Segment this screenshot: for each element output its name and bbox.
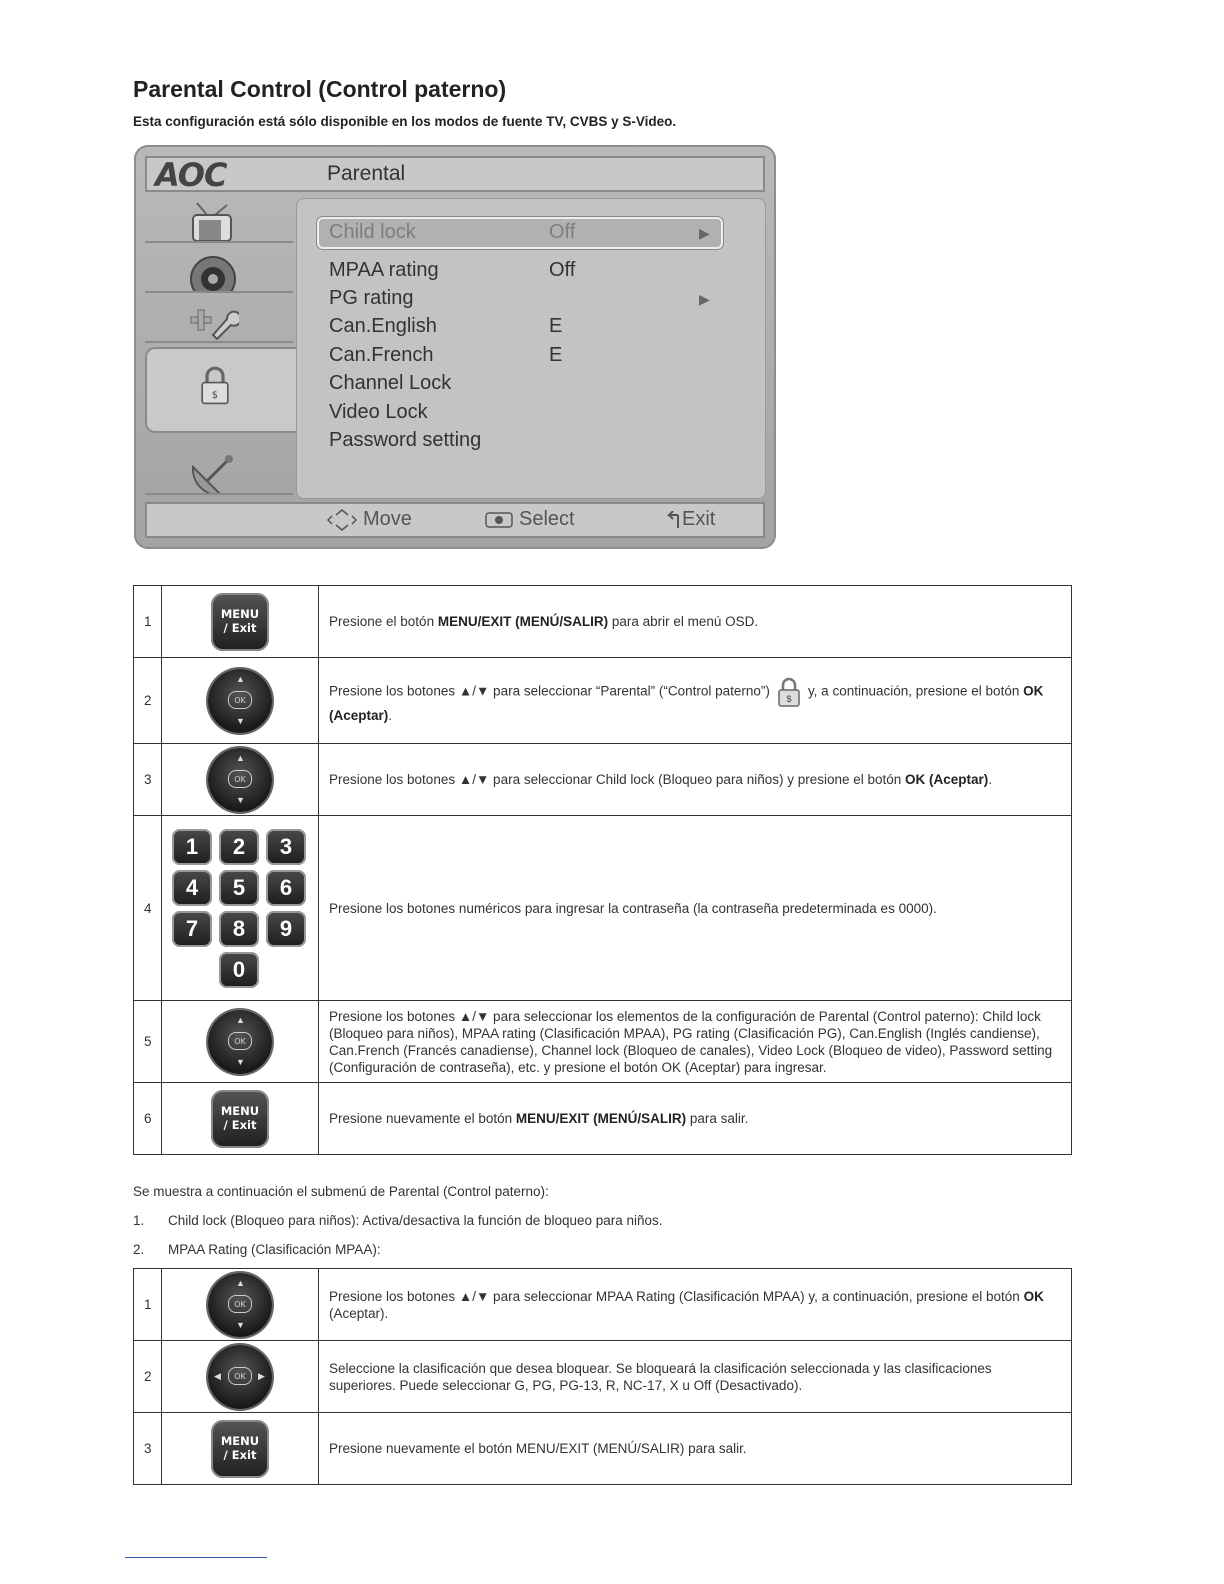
table-row <box>134 1269 1072 1341</box>
step-number: 1 <box>134 1269 162 1341</box>
step-number: 1 <box>134 586 162 658</box>
table-row <box>134 658 1072 744</box>
step-number: 5 <box>134 1001 162 1083</box>
step-text: Presione nuevamente el botón MENU/EXIT (MENÚ/SALIR) para salir. <box>319 1083 1072 1155</box>
list-number: 1. <box>133 1213 145 1228</box>
key-2: 2 <box>219 829 259 865</box>
osd-header-title: Parental <box>327 162 406 185</box>
osd-footer <box>145 502 765 538</box>
page-title: Parental Control (Control paterno) <box>133 76 507 102</box>
osd-menu-item-value: Off <box>549 221 576 243</box>
steps-table-1 <box>133 585 1072 1155</box>
menu-exit-button: MENU / Exit <box>211 593 269 651</box>
footer-select <box>485 508 575 531</box>
ok-nav-button: ▲ OK ▼ <box>208 1273 272 1337</box>
lock-icon <box>776 677 802 707</box>
step-number: 3 <box>134 744 162 816</box>
step-number: 2 <box>134 1341 162 1413</box>
key-3: 3 <box>266 829 306 865</box>
table-row <box>134 744 1072 816</box>
step-text: Presione los botones ▲/▼ para seleccionar MPAA Rating (Clasificación MPAA) y, a continuación, presione el botón OK (Aceptar). <box>319 1269 1072 1341</box>
osd-menu-item-label[interactable]: Child lock <box>329 221 416 243</box>
ok-left-right-button: ◀ OK ▶ <box>208 1345 272 1409</box>
key-8: 8 <box>219 911 259 947</box>
step-text: Presione nuevamente el botón MENU/EXIT (MENÚ/SALIR) para salir. <box>319 1413 1072 1485</box>
key-4: 4 <box>172 870 212 906</box>
step-text: Presione los botones ▲/▼ para seleccionar “Parental” (“Control paterno”) $ y, a continuación, presione el botón OK (Aceptar). <box>319 658 1072 744</box>
speaker-icon <box>187 251 239 291</box>
table-row <box>134 1083 1072 1155</box>
key-7: 7 <box>172 911 212 947</box>
osd-menu-item-label[interactable]: Video Lock <box>329 401 428 423</box>
ok-nav-button: ▲ OK ▼ <box>208 1010 272 1074</box>
table-row <box>134 1001 1072 1083</box>
key-0: 0 <box>219 952 259 988</box>
osd-menu-item-label[interactable]: MPAA rating <box>329 259 439 281</box>
page-subtitle: Esta configuración está sólo disponible en los modos de fuente TV, CVBS y S-Video. <box>133 114 677 129</box>
table-row <box>134 816 1072 1001</box>
step-text: Presione el botón MENU/EXIT (MENÚ/SALIR) para abrir el menú OSD. <box>319 586 1072 658</box>
footer-move <box>327 508 412 531</box>
numeric-keypad <box>172 829 308 988</box>
select-icon <box>485 511 513 529</box>
step-text: Seleccione la clasificación que desea bloquear. Se bloqueará la clasificación seleccionada y las clasificaciones superiores. Puede seleccionar G, PG, PG-13, R, NC-17, X u Off (Desactivado). <box>319 1341 1072 1413</box>
footer-exit <box>663 508 715 531</box>
osd-menu-item-value: E <box>549 344 563 366</box>
ok-nav-button: ▲ OK ▼ <box>208 748 272 812</box>
table-row <box>134 586 1072 658</box>
steps-table-2 <box>133 1268 1072 1485</box>
tools-icon <box>187 301 239 341</box>
exit-icon <box>663 511 681 529</box>
footer-move-label: Move <box>363 508 412 530</box>
sidebar-item-parental[interactable] <box>145 347 297 433</box>
tv-icon <box>187 201 239 241</box>
key-1: 1 <box>172 829 212 865</box>
footer-exit-label: Exit <box>682 508 716 530</box>
osd-menu-item-label[interactable]: Can.French <box>329 344 434 366</box>
list-number: 2. <box>133 1242 145 1257</box>
chevron-right-icon: ▶ <box>699 225 710 241</box>
move-icon <box>327 509 357 531</box>
list-item: MPAA Rating (Clasificación MPAA): <box>168 1242 381 1257</box>
step-text: Presione los botones ▲/▼ para seleccionar Child lock (Bloqueo para niños) y presione el botón OK (Aceptar). <box>319 744 1072 816</box>
chevron-right-icon: ▶ <box>699 291 710 307</box>
svg-text:$: $ <box>786 694 792 704</box>
key-6: 6 <box>266 870 306 906</box>
step-number: 6 <box>134 1083 162 1155</box>
svg-text:$: $ <box>211 389 219 401</box>
sidebar-item-channel[interactable] <box>145 447 293 495</box>
step-number: 2 <box>134 658 162 744</box>
osd-content-panel <box>296 198 766 499</box>
step-text: Presione los botones ▲/▼ para seleccionar los elementos de la configuración de Parental (Control paterno): Child lock (Bloqueo para niños), MPAA rating (Clasificación MPAA), PG rating (Clasificación PG), Can.English (Inglés candiense), Can.French (Francés canadiense), Channel lock (Bloqueo de canales), Video Lock (Bloqueo de video), Password setting (Configuración de contraseña), etc. y presione el botón OK (Aceptar) para ingresar. <box>319 1001 1072 1083</box>
osd-header <box>145 156 765 192</box>
step-text: Presione los botones numéricos para ingresar la contraseña (la contraseña predeterminada es 0000). <box>319 816 1072 1001</box>
submenu-intro: Se muestra a continuación el submenú de Parental (Control paterno): <box>133 1184 549 1199</box>
osd-sidebar <box>145 195 295 497</box>
ok-nav-button: ▲ OK ▼ <box>208 669 272 733</box>
lock-icon <box>189 365 241 405</box>
footer-select-label: Select <box>519 508 575 530</box>
osd-menu-item-label[interactable]: Channel Lock <box>329 372 452 394</box>
list-item: Child lock (Bloqueo para niños): Activa/desactiva la función de bloqueo para niños. <box>168 1213 663 1228</box>
menu-exit-button: MENU / Exit <box>211 1420 269 1478</box>
step-number: 3 <box>134 1413 162 1485</box>
sidebar-item-audio[interactable] <box>145 245 293 293</box>
table-row <box>134 1413 1072 1485</box>
table-row <box>134 1341 1072 1413</box>
sidebar-item-setup[interactable] <box>145 295 293 343</box>
osd-menu-item-label[interactable]: PG rating <box>329 287 414 309</box>
osd-menu-item-label[interactable]: Password setting <box>329 429 482 451</box>
satellite-icon <box>187 453 239 493</box>
menu-exit-button: MENU / Exit <box>211 1090 269 1148</box>
osd-menu-item-label[interactable]: Can.English <box>329 315 437 337</box>
step-number: 4 <box>134 816 162 1001</box>
sidebar-item-picture[interactable] <box>145 195 293 243</box>
key-5: 5 <box>219 870 259 906</box>
osd-menu-item-value: E <box>549 315 563 337</box>
footer-rule <box>125 1557 267 1558</box>
osd-menu-item-value: Off <box>549 259 576 281</box>
aoc-logo: AOC <box>155 156 227 194</box>
osd-menu-screenshot <box>134 145 776 549</box>
key-9: 9 <box>266 911 306 947</box>
